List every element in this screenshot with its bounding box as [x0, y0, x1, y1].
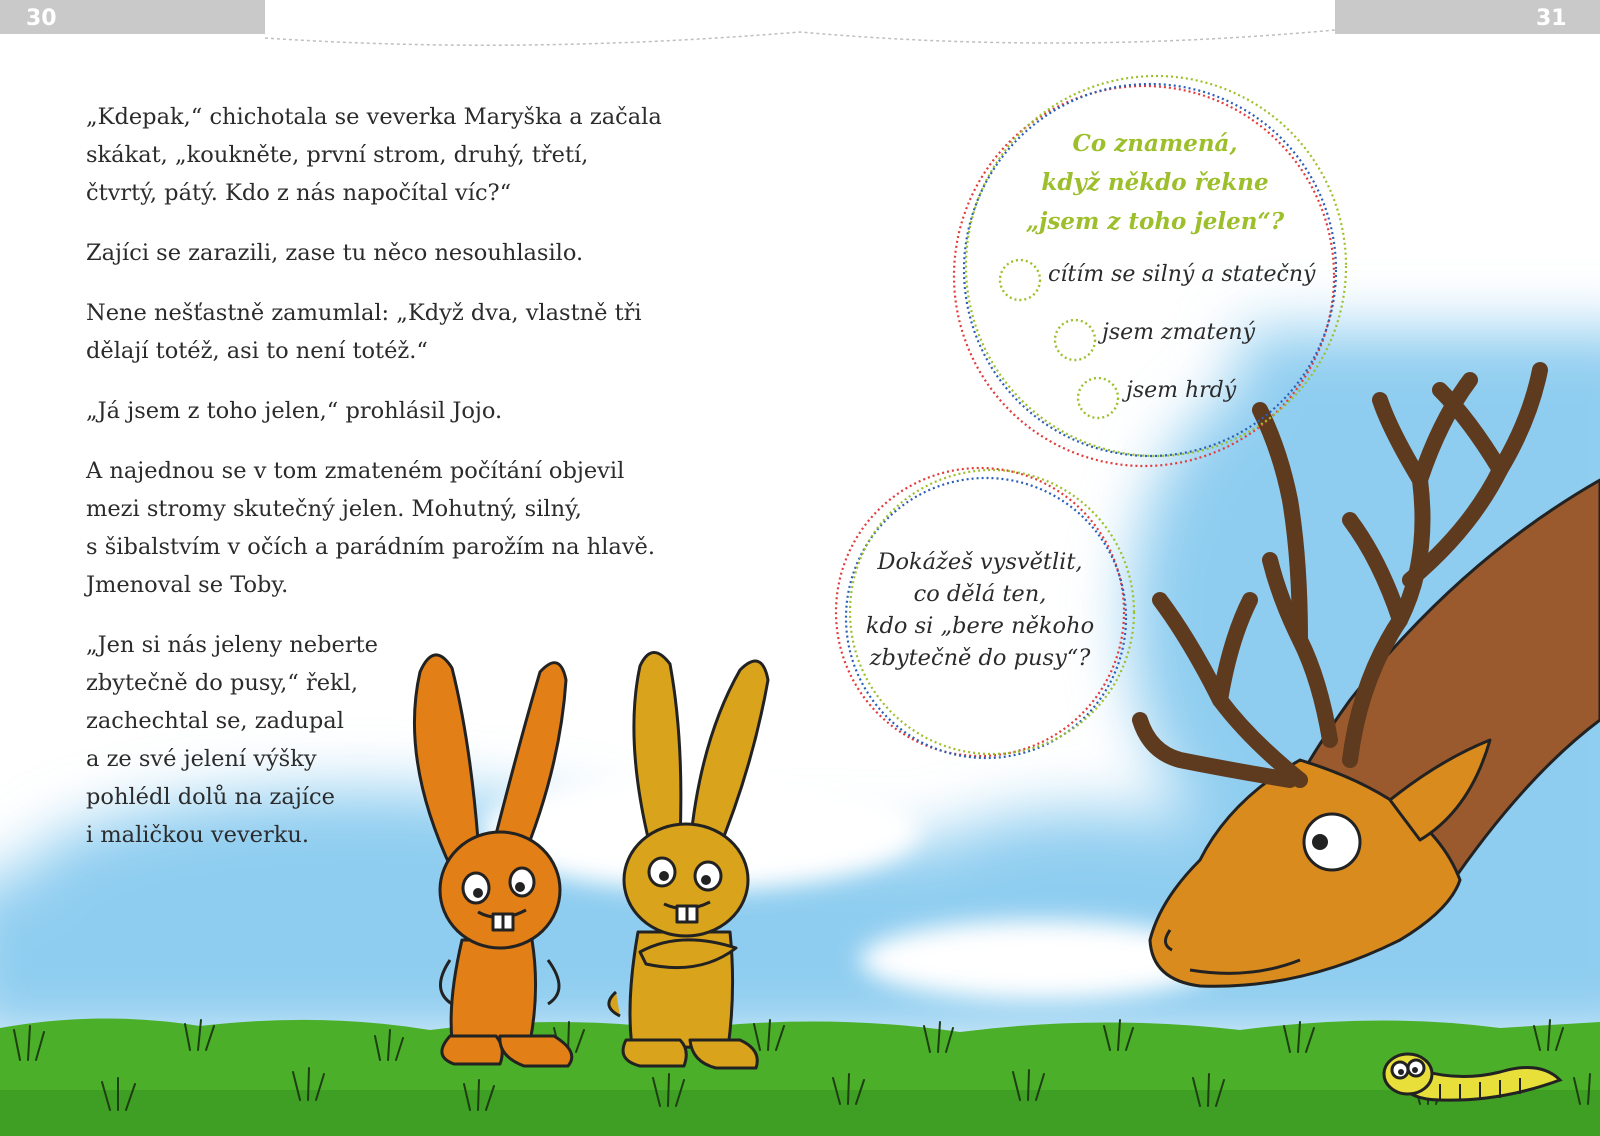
quiz-question-line: „jsem z toho jelen“? — [1025, 208, 1285, 235]
option-2-checkbox[interactable] — [1055, 320, 1095, 360]
quiz-option-3[interactable]: jsem hrdý — [1126, 378, 1237, 403]
page-number-left: 30 — [26, 6, 57, 31]
text-line: zbytečně do pusy,“ řekl, — [86, 670, 359, 696]
quiz-question — [1000, 124, 1310, 241]
text-line: Zajíci se zarazili, zase tu něco nesouhlasilo. — [86, 240, 584, 266]
text-line: a ze své jelení výšky — [86, 746, 317, 772]
quiz-question-line: když někdo řekne — [1041, 169, 1269, 196]
quiz-option-2[interactable]: jsem zmatený — [1102, 320, 1256, 345]
text-line: Nene nešťastně zamumlal: „Když dva, vlastně tři — [86, 300, 642, 326]
paragraph — [86, 294, 706, 370]
text-line: skákat, „koukněte, první strom, druhý, třetí, — [86, 142, 589, 168]
paragraph — [86, 626, 706, 854]
page-number-right: 31 — [1536, 6, 1567, 31]
question2-text — [855, 546, 1105, 674]
text-line: mezi stromy skutečný jelen. Mohutný, silný, — [86, 496, 582, 522]
text-line: pohlédl dolů na zajíce — [86, 784, 335, 810]
text-line: Jmenoval se Toby. — [86, 572, 289, 598]
text-line: zachechtal se, zadupal — [86, 708, 344, 734]
option-1-checkbox[interactable] — [1000, 260, 1040, 300]
text-line: „Kdepak,“ chichotala se veverka Maryška a začala — [86, 104, 662, 130]
question2-line: zbytečně do pusy“? — [869, 645, 1091, 671]
quiz-question-line: Co znamená, — [1072, 130, 1238, 157]
grass-ground — [0, 1018, 1600, 1136]
question2-line: Dokážeš vysvětlit, — [877, 549, 1083, 575]
story-text — [86, 98, 706, 876]
text-line: „Já jsem z toho jelen,“ prohlásil Jojo. — [86, 398, 503, 424]
text-line: s šibalstvím v očích a parádním parožím na hlavě. — [86, 534, 656, 560]
text-line: dělají totéž, asi to není totéž.“ — [86, 338, 428, 364]
text-line: A najednou se v tom zmateném počítání objevil — [86, 458, 625, 484]
text-line: čtvrtý, pátý. Kdo z nás napočítal víc?“ — [86, 180, 512, 206]
quiz-option-1[interactable]: cítím se silný a statečný — [1048, 262, 1316, 287]
text-line: i maličkou veverku. — [86, 822, 310, 848]
question2-line: co dělá ten, — [913, 581, 1047, 607]
paragraph — [86, 452, 706, 604]
gutter-line — [265, 30, 1335, 45]
paragraph — [86, 234, 706, 272]
text-line: „Jen si nás jeleny neberte — [86, 632, 378, 658]
paragraph — [86, 392, 706, 430]
paragraph — [86, 98, 706, 212]
option-3-checkbox[interactable] — [1078, 378, 1118, 418]
question2-line: kdo si „bere někoho — [865, 613, 1095, 639]
